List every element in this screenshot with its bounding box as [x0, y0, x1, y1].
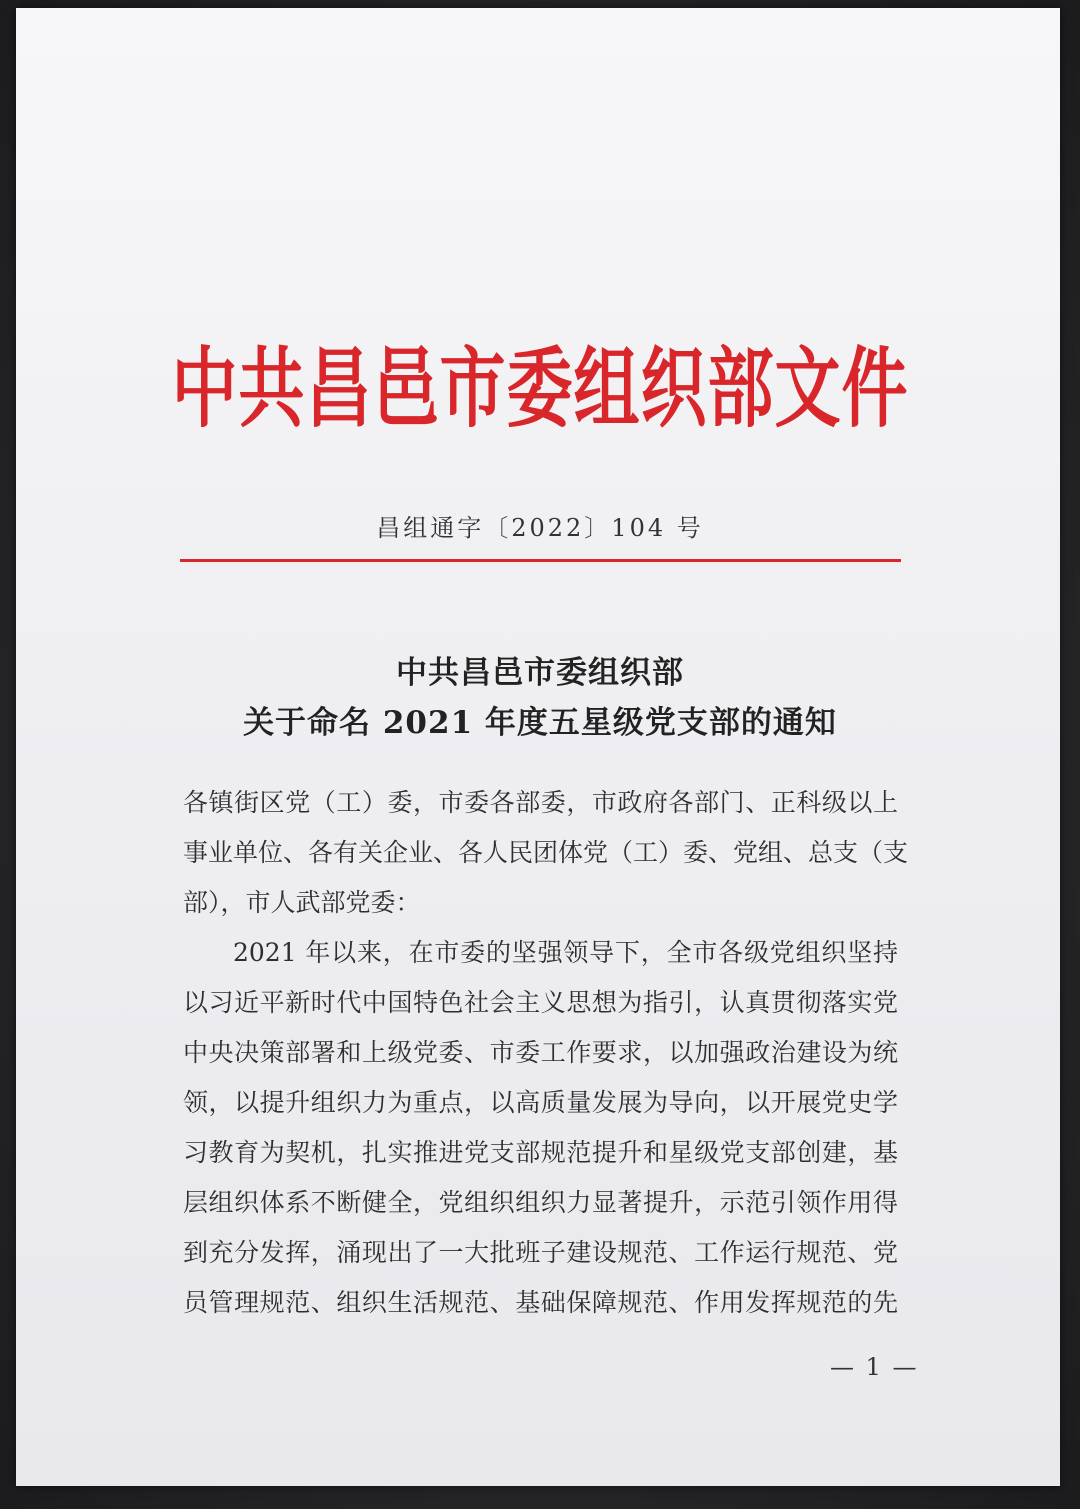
document-number: 昌组通字〔2022〕104 号	[376, 514, 704, 542]
body-line: 中央决策部署和上级党委、市委工作要求，以加强政治建设为统	[183, 1038, 898, 1067]
body-line: 到充分发挥，涌现出了一大批班子建设规范、工作运行规范、党	[183, 1238, 898, 1267]
red-divider-line	[180, 559, 901, 562]
body-line: 习教育为契机，扎实推进党支部规范提升和星级党支部创建，基	[183, 1138, 898, 1167]
body-line: 层组织体系不断健全，党组织组织力显著提升，示范引领作用得	[183, 1188, 898, 1217]
body-line: 2021 年以来，在市委的坚强领导下，全市各级党组织坚持	[233, 938, 898, 967]
body-line: 部），市人武部党委：	[183, 888, 421, 917]
notice-title-line-1: 中共昌邑市委组织部	[396, 655, 684, 691]
page-number: — 1 —	[830, 1353, 919, 1381]
body-line: 各镇街区党（工）委，市委各部委，市政府各部门、正科级以上	[183, 788, 898, 817]
body-line: 以习近平新时代中国特色社会主义思想为指引，认真贯彻落实党	[183, 988, 898, 1017]
body-line: 员管理规范、组织生活规范、基础保障规范、作用发挥规范的先	[183, 1288, 898, 1317]
body-line: 事业单位、各有关企业、各人民团体党（工）委、党组、总支（支	[183, 838, 909, 867]
notice-title-line-2: 关于命名 2021 年度五星级党支部的通知	[243, 705, 837, 741]
body-line: 领，以提升组织力为重点，以高质量发展为导向，以开展党史学	[183, 1088, 898, 1117]
document-header-title: 中共昌邑市委组织部文件	[171, 336, 909, 440]
